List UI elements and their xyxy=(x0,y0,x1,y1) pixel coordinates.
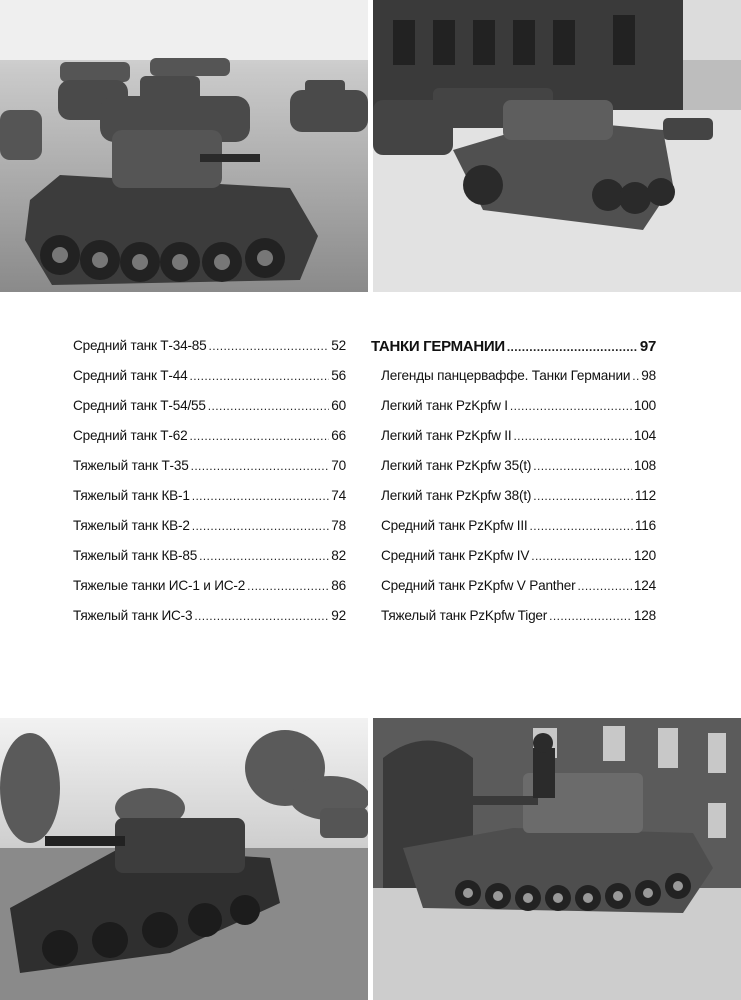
toc-entry-page: 70 xyxy=(331,458,346,473)
toc-entry[interactable] xyxy=(73,578,346,608)
toc-entry-title: Легкий танк PzKpfw I xyxy=(381,398,508,413)
toc-entry-title: Тяжелый танк КВ-85 xyxy=(73,548,198,563)
toc-entry-page: 116 xyxy=(634,518,656,533)
toc-entry[interactable] xyxy=(73,368,346,398)
toc-entry[interactable] xyxy=(371,488,656,518)
dot-leader xyxy=(199,549,329,563)
dot-leader xyxy=(507,340,638,354)
toc-entry-page: 124 xyxy=(633,578,656,593)
toc-entry-page: 66 xyxy=(331,428,346,443)
toc-entry-title: Средний танк Т-44 xyxy=(73,368,188,383)
toc-entry[interactable] xyxy=(73,458,346,488)
toc-entry[interactable] xyxy=(73,488,346,518)
toc-entry-title: Тяжелый танк ИС-3 xyxy=(73,608,193,623)
dot-leader xyxy=(513,429,631,443)
dot-leader xyxy=(194,609,329,623)
toc-right-column xyxy=(371,338,656,638)
dot-leader xyxy=(531,549,632,563)
toc-entry[interactable] xyxy=(371,578,656,608)
dot-leader xyxy=(533,489,633,503)
toc-entry-title: Тяжелый танк КВ-2 xyxy=(73,518,190,533)
toc-entry[interactable] xyxy=(371,518,656,548)
toc-heading-title: ТАНКИ ГЕРМАНИИ xyxy=(371,338,505,355)
toc-entry-title: Легкий танк PzKpfw II xyxy=(381,428,512,443)
tank-parade-photo xyxy=(373,0,741,292)
dot-leader xyxy=(189,369,329,383)
toc-entry-title: Средний танк Т-34-85 xyxy=(73,338,207,353)
dot-leader xyxy=(549,609,632,623)
dot-leader xyxy=(632,369,639,383)
toc-entry-title: Средний танк PzKpfw V Panther xyxy=(381,578,576,593)
toc-entry[interactable] xyxy=(73,338,346,368)
tiger-tank-photo xyxy=(0,718,368,1000)
dot-leader xyxy=(577,579,631,593)
toc-entry-page: 112 xyxy=(634,488,656,503)
toc-entry-title: Средний танк Т-62 xyxy=(73,428,188,443)
toc-entry[interactable] xyxy=(371,608,656,638)
dot-leader xyxy=(192,519,330,533)
toc-entry-page: 52 xyxy=(331,338,346,353)
toc-entry-page: 86 xyxy=(331,578,346,593)
dot-leader xyxy=(533,459,632,473)
toc-entry-title: Легкий танк PzKpfw 38(t) xyxy=(381,488,532,503)
toc-entry-page: 108 xyxy=(633,458,656,473)
toc-section-heading[interactable] xyxy=(371,338,656,368)
toc-entry-title: Легенды панцерваффе. Танки Германии xyxy=(381,368,631,383)
toc-left-column xyxy=(73,338,346,638)
toc-entry[interactable] xyxy=(73,518,346,548)
toc-entry-page: 60 xyxy=(331,398,346,413)
toc-entry-page: 74 xyxy=(331,488,346,503)
toc-entry-title: Тяжелые танки ИС-1 и ИС-2 xyxy=(73,578,246,593)
toc-entry-page: 82 xyxy=(331,548,346,563)
dot-leader xyxy=(247,579,329,593)
dot-leader xyxy=(192,489,330,503)
toc-entry-title: Средний танк PzKpfw IV xyxy=(381,548,530,563)
dot-leader xyxy=(209,339,330,353)
toc-entry-page: 120 xyxy=(633,548,656,563)
toc-entry-title: Тяжелый танк PzKpfw Tiger xyxy=(381,608,548,623)
toc-entry-page: 56 xyxy=(331,368,346,383)
toc-entry[interactable] xyxy=(73,608,346,638)
toc-entry-title: Тяжелый танк КВ-1 xyxy=(73,488,190,503)
toc-entry[interactable] xyxy=(73,428,346,458)
toc-entry-title: Легкий танк PzKpfw 35(t) xyxy=(381,458,532,473)
toc-entry-title: Тяжелый танк Т-35 xyxy=(73,458,189,473)
dot-leader xyxy=(510,399,632,413)
dot-leader xyxy=(530,519,633,533)
toc-entry[interactable] xyxy=(73,548,346,578)
toc-entry[interactable] xyxy=(371,428,656,458)
toc-entry-page: 92 xyxy=(331,608,346,623)
toc-entry[interactable] xyxy=(371,398,656,428)
dot-leader xyxy=(191,459,330,473)
dot-leader xyxy=(189,429,329,443)
toc-entry-page: 98 xyxy=(641,368,656,383)
toc-entry[interactable] xyxy=(73,398,346,428)
toc-entry-page: 100 xyxy=(633,398,656,413)
toc-heading-page: 97 xyxy=(639,338,656,355)
pzkpfw-iv-photo xyxy=(373,718,741,1000)
toc-entry[interactable] xyxy=(371,548,656,578)
toc-entry-title: Средний танк Т-54/55 xyxy=(73,398,206,413)
toc-entry-page: 128 xyxy=(633,608,656,623)
toc-entry-page: 78 xyxy=(331,518,346,533)
toc-entry-title: Средний танк PzKpfw III xyxy=(381,518,528,533)
toc-entry-page: 104 xyxy=(633,428,656,443)
toc-entry[interactable] xyxy=(371,458,656,488)
dot-leader xyxy=(208,399,330,413)
tank-column-photo xyxy=(0,0,368,292)
toc-entry[interactable] xyxy=(371,368,656,398)
